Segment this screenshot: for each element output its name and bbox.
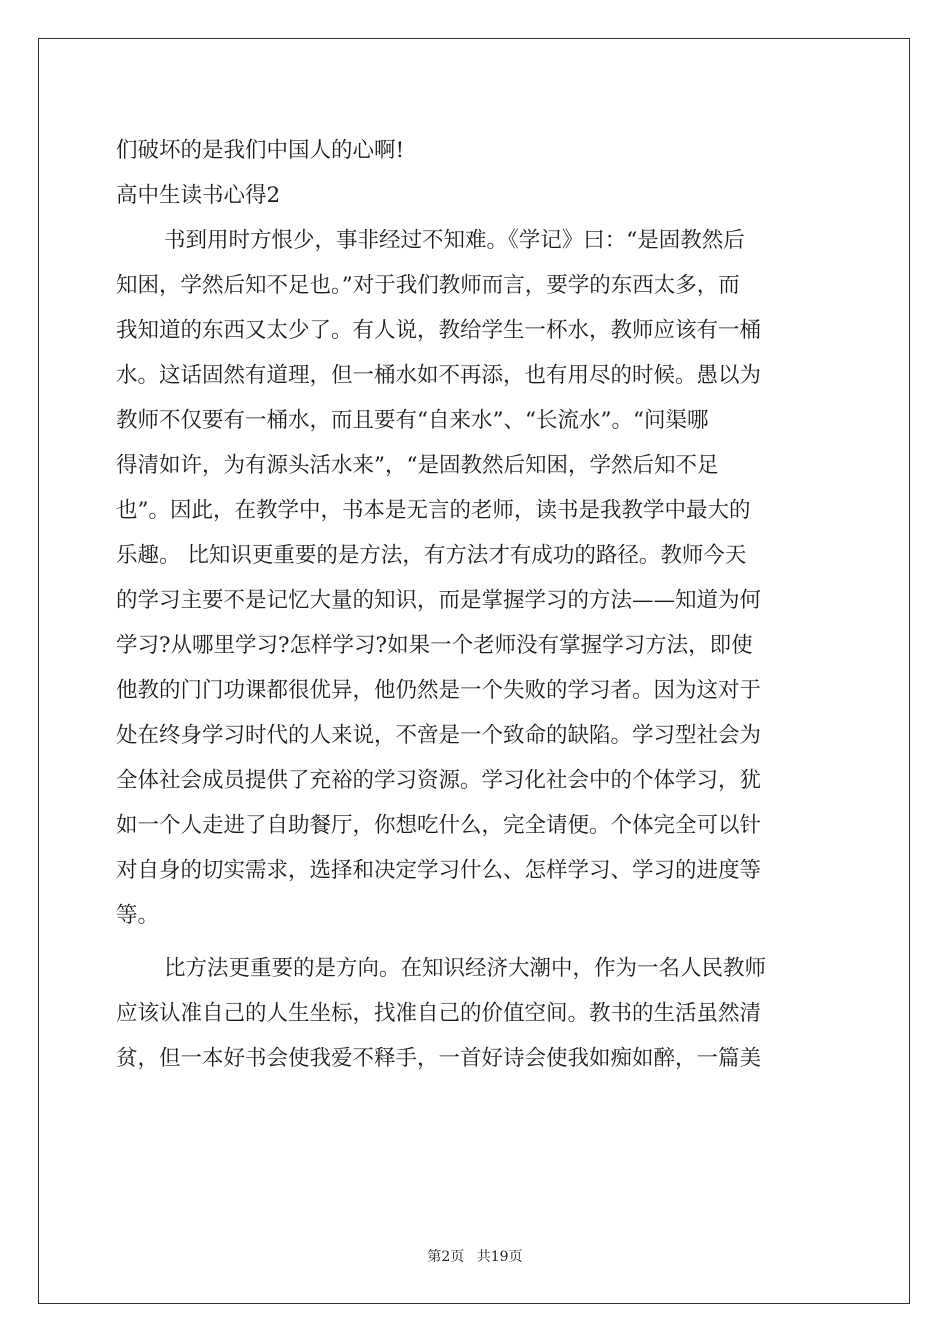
paragraph-2-line: 水。这话固然有道理，但一桶水如不再添，也有用尽的时候。愚以为 (116, 363, 762, 388)
document-body (116, 128, 836, 1081)
paragraph-2 (116, 218, 836, 938)
paragraph-2-line: 如一个人走进了自助餐厅，你想吃什么，完全请便。个体完全可以针 (116, 813, 762, 838)
paragraph-2-line: 教师不仅要有一桶水，而且要有“自来水”、“长流水”。“问渠哪 (116, 408, 709, 433)
paragraph-2-line: 处在终身学习时代的人来说，不啻是一个致命的缺陷。学习型社会为 (116, 723, 762, 748)
paragraph-3-line: 贫，但一本好书会使我爱不释手，一首好诗会使我如痴如醉，一篇美 (116, 1046, 762, 1071)
page-number: 第2页 (427, 1249, 465, 1265)
paragraph-2-line: 我知道的东西又太少了。有人说，教给学生一杯水，教师应该有一桶 (116, 318, 762, 343)
section-heading: 高中生读书心得2 (116, 183, 281, 208)
paragraph-2-line: 全体社会成员提供了充裕的学习资源。学习化社会中的个体学习，犹 (116, 768, 762, 793)
paragraph-3-line: 应该认准自己的人生坐标，找准自己的价值空间。教书的生活虽然清 (116, 1001, 762, 1026)
paragraph-2-line: 等。 (116, 903, 160, 928)
paragraph-2-line: 对自身的切实需求，选择和决定学习什么、怎样学习、学习的进度等 (116, 858, 762, 883)
page-footer (0, 1246, 950, 1266)
paragraph-2-line: 也”。因此，在教学中，书本是无言的老师，读书是我教学中最大的 (116, 498, 751, 523)
paragraph-2-line: 乐趣。 比知识更重要的是方法，有方法才有成功的路径。教师今天 (116, 543, 747, 568)
paragraph-3 (116, 946, 836, 1081)
paragraph-3-line: 比方法更重要的是方向。在知识经济大潮中，作为一名人民教师 (164, 956, 767, 981)
paragraph-2-line: 的学习主要不是记忆大量的知识，而是掌握学习的方法——知道为何 (116, 588, 762, 613)
paragraph-1-line: 们破坏的是我们中国人的心啊! (116, 138, 405, 163)
paragraph-2-line: 学习?从哪里学习?怎样学习?如果一个老师没有掌握学习方法，即使 (116, 633, 753, 658)
page-total: 共19页 (476, 1249, 523, 1265)
paragraph-2-line: 书到用时方恨少，事非经过不知难。《学记》曰：“是固教然后 (164, 228, 745, 253)
paragraph-2-line: 得清如许，为有源头活水来”，“是固教然后知困，学然后知不足 (116, 453, 719, 478)
paragraph-2-line: 他教的门门功课都很优异，他仍然是一个失败的学习者。因为这对于 (116, 678, 762, 703)
paragraph-gap (116, 938, 836, 946)
paragraph-2-line: 知困，学然后知不足也。”对于我们教师而言，要学的东西太多，而 (116, 273, 740, 298)
